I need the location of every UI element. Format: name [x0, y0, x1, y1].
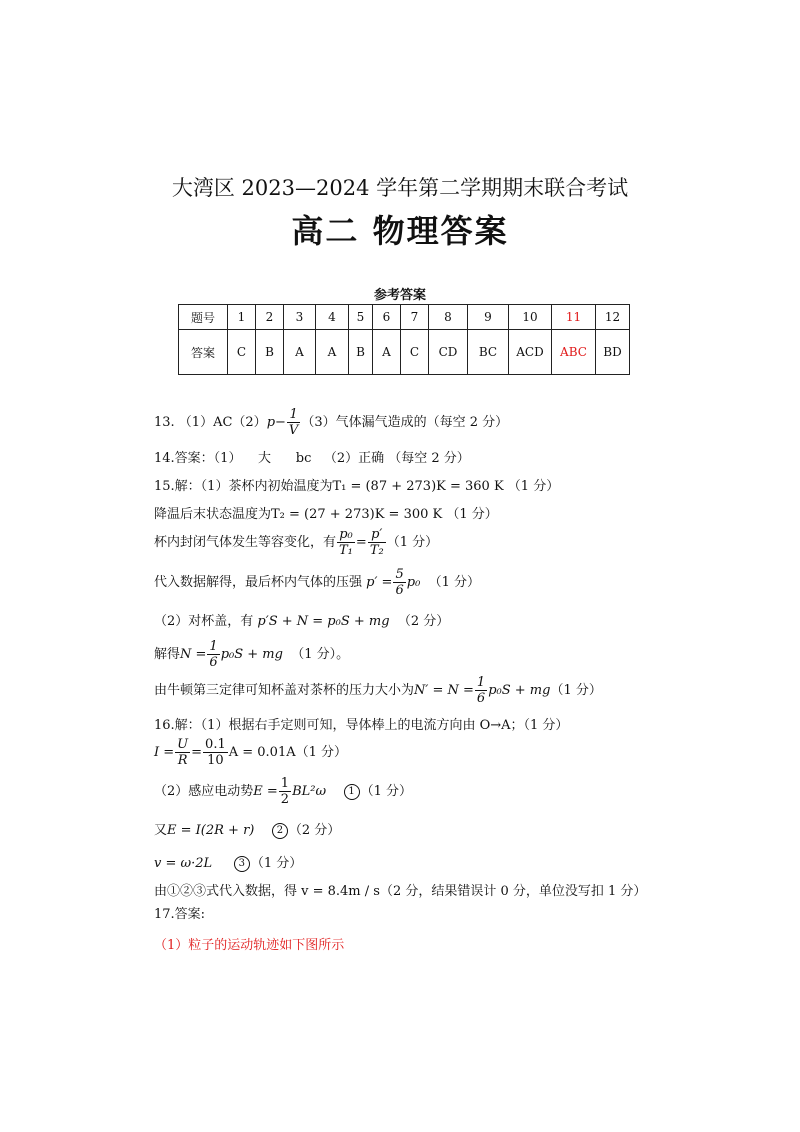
q17-line-1: （1）粒子的运动轨迹如下图所示	[154, 938, 345, 953]
q16-line-2: I = $\frac{U}{R}$ = $\frac{0.1}{10}$ A = 0.01A（1 分）	[154, 737, 348, 768]
circled-number-1: 1	[344, 784, 360, 800]
answer-cell: ACD	[509, 330, 552, 375]
answer-cell-highlighted: ABC	[552, 330, 596, 375]
exam-title: 大湾区 2023—2024 学年第二学期期末联合考试	[171, 176, 629, 200]
q15-line-2: 降温后末状态温度为T₂ = (27 + 273)K = 300 K （1 分）	[154, 507, 498, 522]
q15-line-7: 由牛顿第三定律可知杯盖对茶杯的压力大小为N′ = N = $\frac{1}{6}$ p₀S + mg（1 分）	[154, 675, 602, 706]
q13-prefix: 13. （1）AC（2）	[154, 415, 267, 430]
q15-fraction-5: $\frac{1}{6}$	[476, 675, 486, 706]
number-cell: 7	[401, 305, 429, 330]
q15-fraction-4: $\frac{1}{6}$	[209, 639, 218, 670]
row-label: 题号	[179, 305, 228, 330]
number-cell: 5	[349, 305, 373, 330]
q16-line-3: （2）感应电动势E = $\frac{1}{2}$ BL²ω 1 （1 分）	[154, 776, 413, 807]
number-cell: 4	[316, 305, 349, 330]
number-cell: 9	[468, 305, 509, 330]
answer-cell: BD	[596, 330, 630, 375]
number-cell: 10	[509, 305, 552, 330]
answer-cell: C	[401, 330, 429, 375]
answer-cell: B	[256, 330, 284, 375]
circled-number-2: 2	[272, 823, 288, 839]
q16-line-5: v = ω·2L 3 （1 分）	[154, 856, 303, 871]
number-cell: 8	[429, 305, 468, 330]
answer-table-caption: 参考答案	[373, 288, 426, 303]
answer-cell: B	[349, 330, 373, 375]
circled-number-3: 3	[234, 856, 250, 872]
q13-suffix: （3）气体漏气造成的（每空 2 分）	[301, 415, 509, 430]
q15-fraction-1: $\frac{\text{p₀}}{\text{T₁}}$	[339, 527, 353, 558]
number-row	[179, 305, 630, 330]
q15-line-5: （2）对杯盖，有 p′S + N = p₀S + mg （2 分）	[154, 614, 450, 629]
answer-cell: BC	[468, 330, 509, 375]
number-cell: 2	[256, 305, 284, 330]
q15-line-6: 解得N = $\frac{1}{6}$ p₀S + mg （1 分）。	[154, 639, 350, 670]
q14-suffix: （2）正确 （每空 2 分）	[323, 451, 470, 466]
q13-line	[154, 408, 508, 437]
number-cell: 6	[373, 305, 401, 330]
answer-cell: A	[284, 330, 316, 375]
answer-cell: C	[228, 330, 256, 375]
q15-line-3: 杯内封闭气体发生等容变化，有 $\frac{\text{p₀}}{\text{T₁}}$ = $\frac{p'}{\text{T₂}}$ （1 分）	[154, 527, 439, 558]
q14-line	[154, 447, 470, 466]
q13-minus: −	[275, 415, 286, 430]
number-cell: 3	[284, 305, 316, 330]
q14-prefix: 14.答案：（1）	[154, 451, 242, 466]
answer-row	[179, 330, 630, 375]
answer-cell: CD	[429, 330, 468, 375]
q16-line-1: 16.解：（1）根据右手定则可知，导体棒上的电流方向由 O→A；（1 分）	[154, 718, 569, 733]
q13-fraction: $\frac{1}{V}$	[288, 407, 299, 438]
q14-answer-2: bc	[295, 451, 312, 466]
q17-label: 17.答案:	[154, 907, 206, 922]
number-cell: 12	[596, 305, 630, 330]
q15-line-1: 15.解：（1）茶杯内初始温度为T₁ = (87 + 273)K = 360 K （1 分）	[154, 479, 560, 494]
answer-cell: A	[373, 330, 401, 375]
q15-line-4: 代入数据解得，最后杯内气体的压强 p′ = $\frac{5}{6}$ p₀ （1 分）	[154, 567, 480, 598]
exam-subtitle: 高二 物理答案	[291, 212, 509, 250]
q13-var: p	[266, 415, 276, 430]
q16-fraction-1: $\frac{U}{R}$	[177, 737, 189, 768]
q16-line-6: 由①②③式代入数据，得 v = 8.4m / s（2 分，结果错误计 0 分，单位没写扣 1 分）	[154, 884, 647, 899]
answer-table	[178, 304, 630, 375]
q16-fraction-2: $\frac{0.1}{10}$	[205, 737, 226, 768]
q15-fraction-3: $\frac{5}{6}$	[395, 567, 404, 598]
q15-fraction-2: $\frac{p'}{\text{T₂}}$	[369, 527, 384, 558]
q14-answer-1: 大	[257, 451, 271, 466]
number-cell-highlighted: 11	[552, 305, 596, 330]
answer-cell: A	[316, 330, 349, 375]
number-cell: 1	[228, 305, 256, 330]
q16-fraction-3: $\frac{1}{2}$	[280, 776, 290, 807]
row-label: 答案	[179, 330, 228, 375]
q16-line-4: 又E = I(2R + r) 2 （2 分）	[154, 823, 341, 838]
